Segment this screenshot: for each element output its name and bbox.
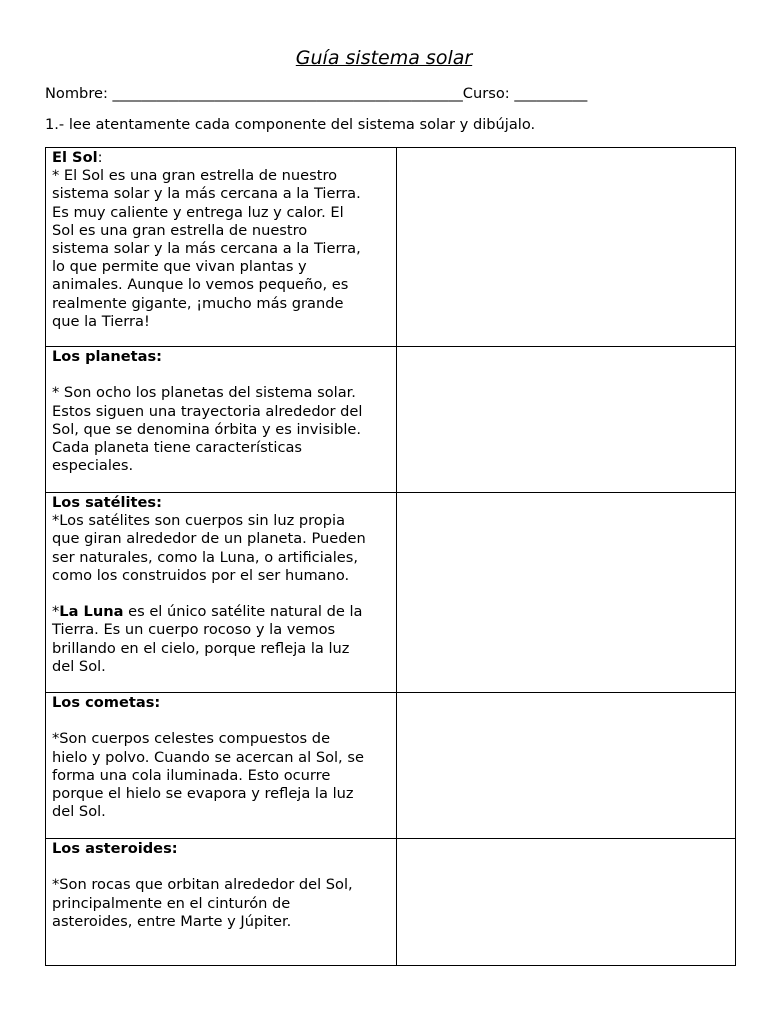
text-line: * Son ocho los planetas del sistema solar. — [52, 384, 356, 402]
instruction-text: 1.- lee atentamente cada componente del sistema solar y dibújalo. — [45, 116, 536, 133]
text-line: Es muy caliente y entrega luz y calor. El — [52, 203, 344, 221]
text-line: Estos siguen una trayectoria alrededor del — [52, 402, 363, 420]
luna-bold-text: La Luna — [59, 603, 124, 621]
text-line: hielo y polvo. Cuando se acercan al Sol, se — [52, 748, 364, 766]
description-cell-asteroides — [46, 839, 397, 966]
text-line: sistema solar y la más cercana a la Tierra. — [52, 185, 361, 203]
description-cell-satelites — [46, 493, 397, 693]
text-line: *Son rocas que orbitan alrededor del Sol, — [52, 876, 353, 894]
section-heading-sol: El Sol — [52, 149, 98, 166]
text-line: *Son cuerpos celestes compuestos de — [52, 730, 331, 748]
table-row — [46, 839, 736, 966]
description-cell-planetas — [46, 347, 397, 493]
table-row — [46, 493, 736, 693]
text-line: asteroides, entre Marte y Júpiter. — [52, 912, 292, 930]
luna-prefix: * — [52, 603, 60, 621]
section-heading-planetas: Los planetas: — [52, 348, 163, 365]
drawing-cell-sol[interactable] — [397, 148, 736, 347]
text-line: animales. Aunque lo vemos pequeño, es — [52, 276, 349, 294]
section-heading-asteroides: Los asteroides: — [52, 840, 178, 857]
text-line: Sol, que se denomina órbita y es invisible. — [52, 420, 362, 438]
page-title: Guía sistema solar — [295, 47, 473, 69]
drawing-cell-planetas[interactable] — [397, 347, 736, 493]
text-line: que la Tierra! — [52, 312, 150, 330]
table-row — [46, 148, 736, 347]
section-heading-satelites: Los satélites: — [52, 494, 162, 511]
text-line: forma una cola iluminada. Esto ocurre — [52, 766, 331, 784]
text-line: sistema solar y la más cercana a la Tierra, — [52, 240, 361, 258]
heading-colon: : — [97, 149, 103, 166]
worksheet-table — [45, 147, 736, 966]
drawing-cell-satelites[interactable] — [397, 493, 736, 693]
name-course-line: Nombre: ________________________________________________Curso: __________ — [45, 85, 588, 102]
text-line: brillando en el cielo, porque refleja la luz — [52, 639, 350, 657]
text-line: lo que permite que vivan plantas y — [52, 258, 307, 276]
text-line: del Sol. — [52, 657, 106, 675]
text-line: Sol es una gran estrella de nuestro — [52, 221, 308, 239]
description-cell-cometas — [46, 693, 397, 839]
text-line: como los construidos por el ser humano. — [52, 566, 350, 584]
text-line: principalmente en el cinturón de — [52, 894, 291, 912]
text-line: * El Sol es una gran estrella de nuestro — [52, 167, 338, 185]
text-line: Cada planeta tiene características — [52, 439, 303, 456]
section-heading-cometas: Los cometas: — [52, 694, 161, 711]
text-line: realmente gigante, ¡mucho más grande — [52, 294, 344, 312]
text-line: especiales. — [52, 457, 134, 475]
text-line: ser naturales, como la Luna, o artificiales, — [52, 548, 358, 566]
text-line: *Los satélites son cuerpos sin luz propia — [52, 512, 346, 530]
drawing-cell-cometas[interactable] — [397, 693, 736, 839]
text-line: Tierra. Es un cuerpo rocoso y la vemos — [52, 621, 336, 639]
text-line: porque el hielo se evapora y refleja la luz — [52, 785, 354, 802]
description-cell-sol — [46, 148, 397, 347]
table-row — [46, 693, 736, 839]
text-line: que giran alrededor de un planeta. Pueden — [52, 530, 366, 548]
luna-rest-text: es el único satélite natural de la — [123, 603, 363, 621]
text-line: del Sol. — [52, 803, 106, 821]
drawing-cell-asteroides[interactable] — [397, 839, 736, 966]
table-row — [46, 347, 736, 493]
